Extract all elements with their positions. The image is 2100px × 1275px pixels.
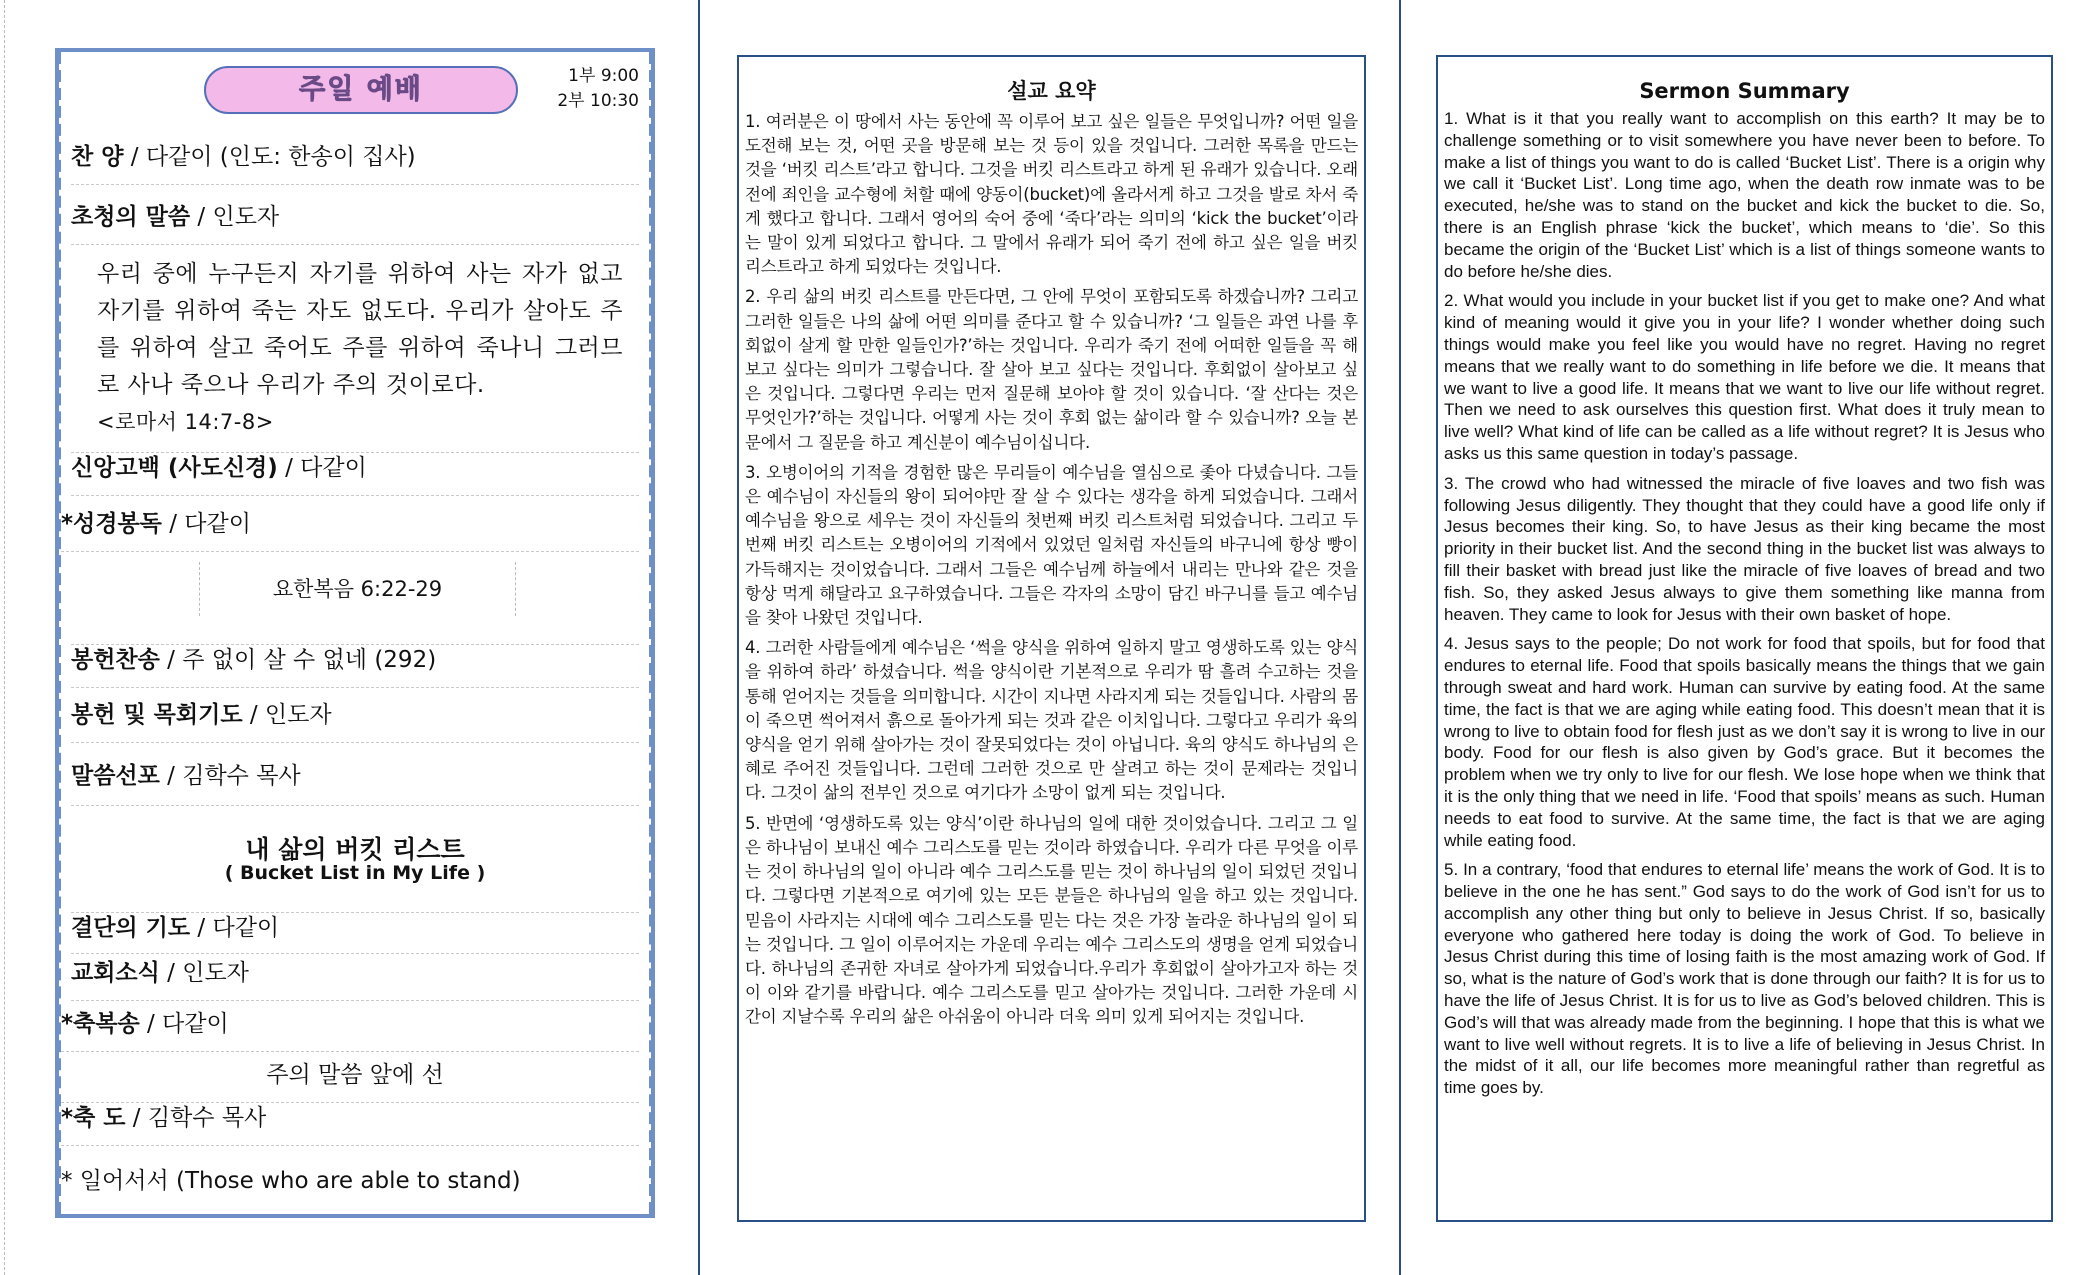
korean-summary-title: 설교 요약 <box>1007 79 1096 103</box>
order-item-label: 신앙고백 (사도신경) <box>71 455 278 481</box>
order-item-detail: / 인도자 <box>242 702 332 728</box>
english-summary-title: Sermon Summary <box>1639 79 1850 103</box>
call-to-worship-scripture <box>97 256 623 441</box>
order-item-prayer-of-decision <box>71 912 639 954</box>
order-item-announcements <box>71 958 639 1001</box>
service-times <box>557 64 639 114</box>
korean-summary-paragraph: 3. 오병이어의 기적을 경험한 많은 무리들이 예수님을 열심으로 좇아 다녔습니다. 그들은 예수님이 자신들의 왕이 되어야만 잘 살 수 있다는 생각을 하게 되었습니다. 그래서 예수님을 왕으로 세우는 것이 자신들의 첫번째 버킷 리스트처럼 되었습니다. 그리고 두 번째 버킷 리스트는 오병이어의 기적에서 있었던 일처럼 자신들의 바구니에 항상 빵이 가득해지는 것이었습니다. 그래서 그들은 예수님께 하늘에서 내리는 만나와 같은 것을 항상 먹게 해달라고 요구하였습니다. 그들은 각자의 소망이 담긴 바구니를 들고 예수님을 찾아 나왔던 것입니다. <box>745 462 1358 628</box>
order-item-detail: / 주 없이 살 수 없네 (292) <box>159 647 437 673</box>
order-item-label: 봉헌찬송 <box>71 647 160 673</box>
order-item-detail: / 인도자 <box>190 204 280 230</box>
korean-summary-paragraph: 4. 그러한 사람들에게 예수님은 ‘썩을 양식을 위하여 일하지 말고 영생하도록 있는 양식을 위하여 하라’ 하셨습니다. 썩을 양식이란 기본적으로 우리가 땀 흘려 수고하는 것을 통해 얻어지는 것들을 의미합니다. 시간이 지나면 사라지게 되는 것들입니다. 사람의 몸이 죽으면 썩어져서 흙으로 돌아가게 되는 것과 같은 이치입니다. 그렇다고 우리가 육의 양식을 얻기 위해 살아가는 것이 잘못되었다는 것이 아닙니다. 육의 양식도 하나님의 은혜로 주어진 것들입니다. 그런데 그러한 것으로 만 살려고 하는 것이 문제라는 것입니다. 그것이 삶의 전부인 것으로 여기다가 소망이 없게 되는 것입니다. <box>745 638 1358 803</box>
reading-passage: 요한복음 6:22-29 <box>199 562 516 616</box>
english-summary-paragraph: 4. Jesus says to the people; Do not work for food that spoils, but for food that endures to eternal life. Food that spoils basically means the things that we gain through sweat and hard work. Human can survive by eating food. At the same time, the fact is that we are aging while eating food. This doesn’t mean that it is wrong to live to obtain food for flesh just as we don’t say it is wrong to live in our body. Food for our flesh is also given by God’s grace. But it becomes the problem when we try only to live for our flesh. We lose hope when we think that it is the only thing that we need in life. ‘Food that spoils’ means as such. Human needs to eat food to survive. At the same time, the fact is that we are aging while eating food. <box>1444 634 2045 850</box>
blessing-song-title: 주의 말씀 앞에 선 <box>266 1062 444 1088</box>
english-summary-box <box>1436 55 2053 1222</box>
korean-summary-paragraph: 2. 우리 삶의 버킷 리스트를 만든다면, 그 안에 무엇이 포함되도록 하겠습니까? 그리고 그러한 일들은 나의 삶에 어떤 의미를 준다고 할 수 있습니까? ‘그 일들은 과연 나를 후회없이 살게 할 만한 일들인가?’하는 것입니다. 우리가 죽기 전에 어떠한 일들을 꼭 해보고 싶다는 의미가 그렇습니다. 잘 살아 보고 싶다는 것입니다. 후회없이 살아보고 싶은 것입니다. 그렇다면 우리는 먼저 질문해 보아야 할 것이 있습니다. ‘잘 산다는 것은 무엇인가?’하는 것입니다. 어떻게 사는 것이 후회 없는 삶이라 할 수 있습니까? 오늘 본문에서 그 질문을 하고 계신분이 예수님이십니다. <box>745 287 1358 452</box>
english-summary-paragraph: 5. In a contrary, ‘food that endures to eternal life’ means the work of God. It is to believe in the one he has sent.” God says to do the work of God isn’t for us to accomplish any other thing but only to believe in Jesus Christ. If so, basically everyone who gathered here today is doing the work of God. To believe in Jesus Christ during this time of losing faith is the most amazing work of God. If so, what is the nature of God’s work that is done through our faith? It is for us to have the life of Jesus Christ. It is for us to live as God’s beloved children. This is God’s will that was already made from the beginning. I hope that this is what we want to live well without regrets. It is to live a life of believing in Jesus Christ. In the midst of it all, our life becomes more meaningful rather than regretful as time goes by. <box>1444 860 2045 1098</box>
service-title-banner: 주일 예배 <box>204 66 518 114</box>
english-summary-paragraph: 2. What would you include in your bucket list if you get to make one? And what kind of meaning would it give you in your life? I wonder whether doing such things would make you feel like you would have no regret. Having no regret means that we really want to do something in life before we die. It means that we want to live a good life. It means that we want to live our life without regret. Then we need to ask ourselves this question first. What does it truly mean to live well? What kind of life can be called as a life without regret? It is Jesus who asks us this same question in today’s passage. <box>1444 291 2045 463</box>
order-item-benediction <box>61 1102 639 1146</box>
order-item-label: *축 도 <box>61 1105 126 1131</box>
order-item-label: 초청의 말씀 <box>71 204 191 230</box>
order-item-detail: / 다같이 <box>277 455 367 481</box>
page-edge-guide <box>4 0 5 1275</box>
sermon-subtitle: ( Bucket List in My Life ) <box>224 862 486 884</box>
korean-summary-paragraph: 1. 여러분은 이 땅에서 사는 동안에 꼭 이루어 보고 싶은 일들은 무엇입니까? 어떤 일을 도전해 보는 것, 어떤 곳을 방문해 보는 것 등이 있을 것입니다. 그러한 목록을 만드는 것을 ‘버킷 리스트’라고 합니다. 그것을 버킷 리스트라고 하게 된 유래가 있습니다. 오래 전에 죄인을 교수형에 처할 때에 양동이(bucket)에 올라서게 하고 그것을 발로 차서 죽게 했다고 합니다. 그래서 영어의 숙어 중에 ‘죽다’라는 의미의 ‘kick the bucket’이라는 말이 있게 되었다고 합니다. 그 말에서 유래가 되어 죽기 전에 하고 싶은 일을 버킷 리스트라고 하게 되었다는 것입니다. <box>745 112 1358 277</box>
scripture-text: 우리 중에 누구든지 자기를 위하여 사는 자가 없고 자기를 위하여 죽는 자도 없도다. 우리가 살아도 주를 위하여 살고 죽어도 주를 위하여 죽나니 그러므로 사나 죽으나 우리가 주의 것이로다. <box>97 261 623 398</box>
order-item-label: 찬 양 <box>71 144 124 170</box>
order-item-detail: / 다같이 <box>190 915 280 941</box>
order-item-detail: / 김학수 목사 <box>159 763 301 789</box>
order-item-sermon <box>71 761 639 806</box>
order-item-offering-prayer <box>71 700 639 743</box>
korean-summary-paragraph: 5. 반면에 ‘영생하도록 있는 양식’이란 하나님의 일에 대한 것이었습니다. 그리고 그 일은 하나님이 보내신 예수 그리스도를 믿는 것이라 하였습니다. 우리가 다른 무엇을 이루는 것이 하나님의 일이 아니라 예수 그리스도를 믿는 것이 하나님의 일이 되었던 것입니다. 그렇다면 기본적으로 여기에 있는 모든 분들은 하나님의 일을 하고 있는 것입니다. 믿음이 사라지는 시대에 예수 그리스도를 믿는 다는 것은 가장 놀라운 하나님의 일이 되는 것입니다. 그 일이 이루어지는 가운데 우리는 예수 그리스도의 생명을 얻게 되었습니다. 하나님의 존귀한 자녀로 살아가게 되었습니다.우리가 후회없이 살아가고자 하는 것이 이와 같기를 바랍니다. 예수 그리스도를 믿고 살아가는 것입니다. 그러한 가운데 시간이 지날수록 우리의 삶은 아쉬움이 아니라 더욱 의미 있게 되어지는 것입니다. <box>745 813 1358 1027</box>
order-item-detail: / 인도자 <box>159 960 249 986</box>
panel-divider-left <box>698 0 700 1275</box>
order-item-label: 봉헌 및 목회기도 <box>71 702 243 728</box>
order-item-label: 결단의 기도 <box>71 915 191 941</box>
order-item-detail: / 다같이 <box>139 1011 229 1037</box>
sermon-title: 내 삶의 버킷 리스트 <box>245 835 465 864</box>
order-item-call-to-worship <box>71 202 639 245</box>
order-item-label: 교회소식 <box>71 960 160 986</box>
order-item-offering-hymn <box>71 644 639 688</box>
english-summary-paragraph: 1. What is it that you really want to accomplish on this earth? It may be to challenge something or to visit somewhere you have never been to before. To make a list of things you want to do is called ‘Bucket List’. There is a origin why we call it ‘Bucket List’. Long time ago, when the death row inmate was to be executed, he/she was to stand on the bucket and kick the bucket to die. So, there is an English phrase ‘kick the bucket’, which means to ‘die’. So this became the origin of the ‘Bucket List’ which is a list of things someone wants to do before he/she dies. <box>1444 109 2045 281</box>
order-item-label: 말씀선포 <box>71 763 160 789</box>
scripture-reference: <로마서 14:7-8> <box>97 410 274 434</box>
english-summary-paragraph: 3. The crowd who had witnessed the miracle of five loaves and two fish was following Jesus diligently. They thought that they could have a good life only if Jesus becomes their king. So, to have Jesus as their king became the most priority in their bucket list. And the second thing in the bucket list was always to fill their basket with bread just like the miracle of five loaves of bread and two fish. So, they asked Jesus always to give them something like manna from heaven. They came to look for Jesus with their own basket of hope. <box>1444 473 2045 624</box>
order-item-creed <box>71 452 639 496</box>
order-item-praise <box>71 142 639 185</box>
order-item-detail: / 다같이 <box>161 511 251 537</box>
order-item-label: *축복송 <box>61 1011 140 1037</box>
order-item-blessing-song <box>61 1009 639 1052</box>
panel-divider-right <box>1399 0 1401 1275</box>
order-item-detail: / 김학수 목사 <box>125 1105 267 1131</box>
worship-order-panel <box>55 48 655 1218</box>
order-item-scripture-reading <box>61 509 639 552</box>
second-service-time: 2부 10:30 <box>557 91 639 111</box>
order-item-detail: / 다같이 (인도: 한송이 집사) <box>123 144 416 170</box>
order-item-label: *성경봉독 <box>61 511 162 537</box>
korean-summary-box <box>737 55 1366 1222</box>
first-service-time: 1부 9:00 <box>568 66 639 86</box>
stand-note: * 일어서서 (Those who are able to stand) <box>61 1168 521 1194</box>
